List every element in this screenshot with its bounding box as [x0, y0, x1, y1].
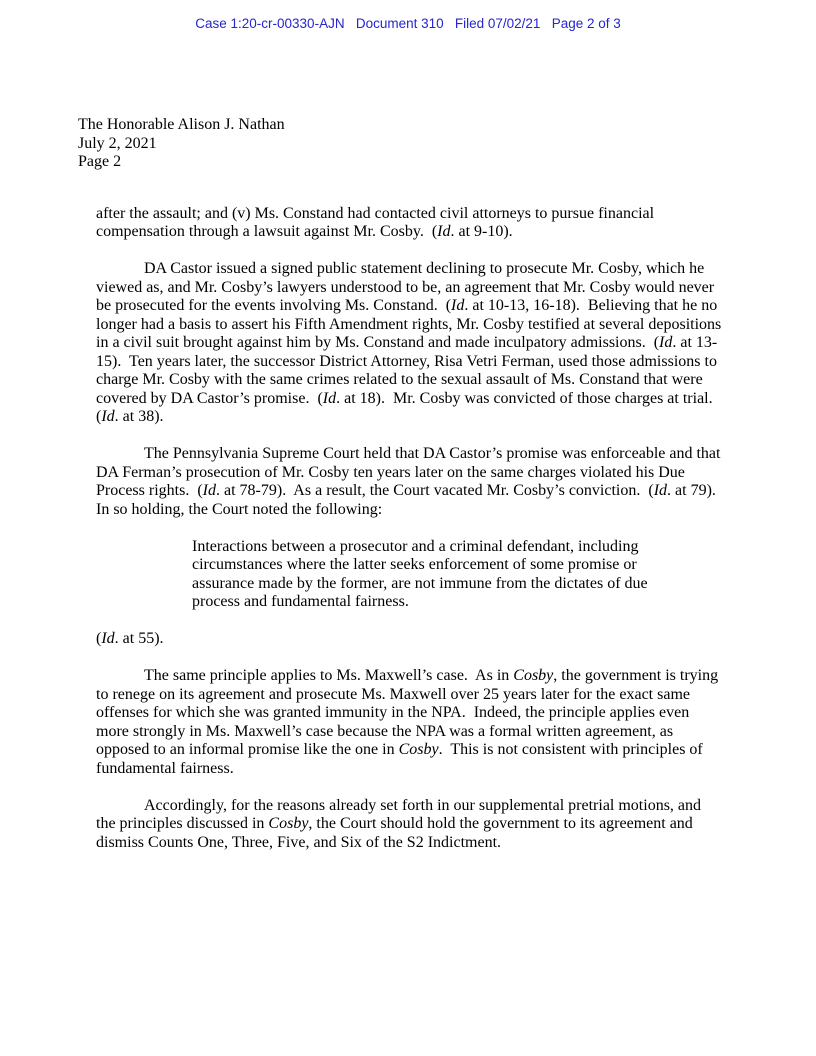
paragraph-same-principle: The same principle applies to Ms. Maxwell’s case. As in Cosby, the government is trying to renege on its agreement and prosecute Ms. Maxwell over 25 years later for the exact same offenses for which she was granted immunity in the NPA. Indeed, the principle applies even more strongly in Ms. Maxwell’s case because the NPA was a formal written agreement, as opposed to an informal promise like the one in Cosby. This is not consistent with principles of fundamental fairness.	[96, 667, 723, 777]
address-line-page: Page 2	[78, 153, 122, 170]
paragraph-pa-supreme-court: The Pennsylvania Supreme Court held that DA Castor’s promise was enforceable and that DA Ferman’s prosecution of Mr. Cosby ten years later on the same charges violated his Due Process rights. (Id. at 78-79). As a result, the Court vacated Mr. Cosby’s conviction. (Id. at 79). In so holding, the Court noted the following:	[96, 445, 725, 518]
address-block	[78, 116, 816, 172]
case-stamp: Case 1:20-cr-00330-AJN Document 310 Filed 07/02/21 Page 2 of 3	[195, 16, 621, 31]
address-line-recipient: The Honorable Alison J. Nathan	[78, 116, 285, 133]
block-quote: Interactions between a prosecutor and a criminal defendant, including circumstances where the latter seeks enforcement of some promise or assurance made by the former, are not immune from the dictates of due process and fundamental fairness.	[192, 537, 652, 610]
address-line-date: July 2, 2021	[78, 134, 157, 152]
quote-citation: (Id. at 55).	[96, 630, 164, 647]
paragraph-continuation: after the assault; and (v) Ms. Constand had contacted civil attorneys to pursue financial compensation through a lawsuit against Mr. Cosby. (Id. at 9-10).	[96, 204, 659, 240]
paragraph-conclusion: Accordingly, for the reasons already set forth in our supplemental pretrial motions, and the principles discussed in Cosby, the Court should hold the government to its agreement and dismiss Counts One, Three, Five, and Six of the S2 Indictment.	[96, 796, 706, 851]
paragraph-castor-statement: DA Castor issued a signed public statement declining to prosecute Mr. Cosby, which he viewed as, and Mr. Cosby’s lawyers understood to be, an agreement that Mr. Cosby would never be prosecuted for the events involving Ms. Constand. (Id. at 10-13, 16-18). Believing that he no longer had a basis to assert his Fifth Amendment rights, Mr. Cosby testified at several depositions in a civil suit brought against him by Ms. Constand and made inculpatory admissions. (Id. at 13-15). Ten years later, the successor District Attorney, Risa Vetri Ferman, used those admissions to charge Mr. Cosby with the same crimes related to the sexual assault of Ms. Constand that were covered by DA Castor’s promise. (Id. at 18). Mr. Cosby was convicted of those charges at trial. (Id. at 38).	[96, 260, 726, 425]
document-body	[96, 205, 724, 853]
